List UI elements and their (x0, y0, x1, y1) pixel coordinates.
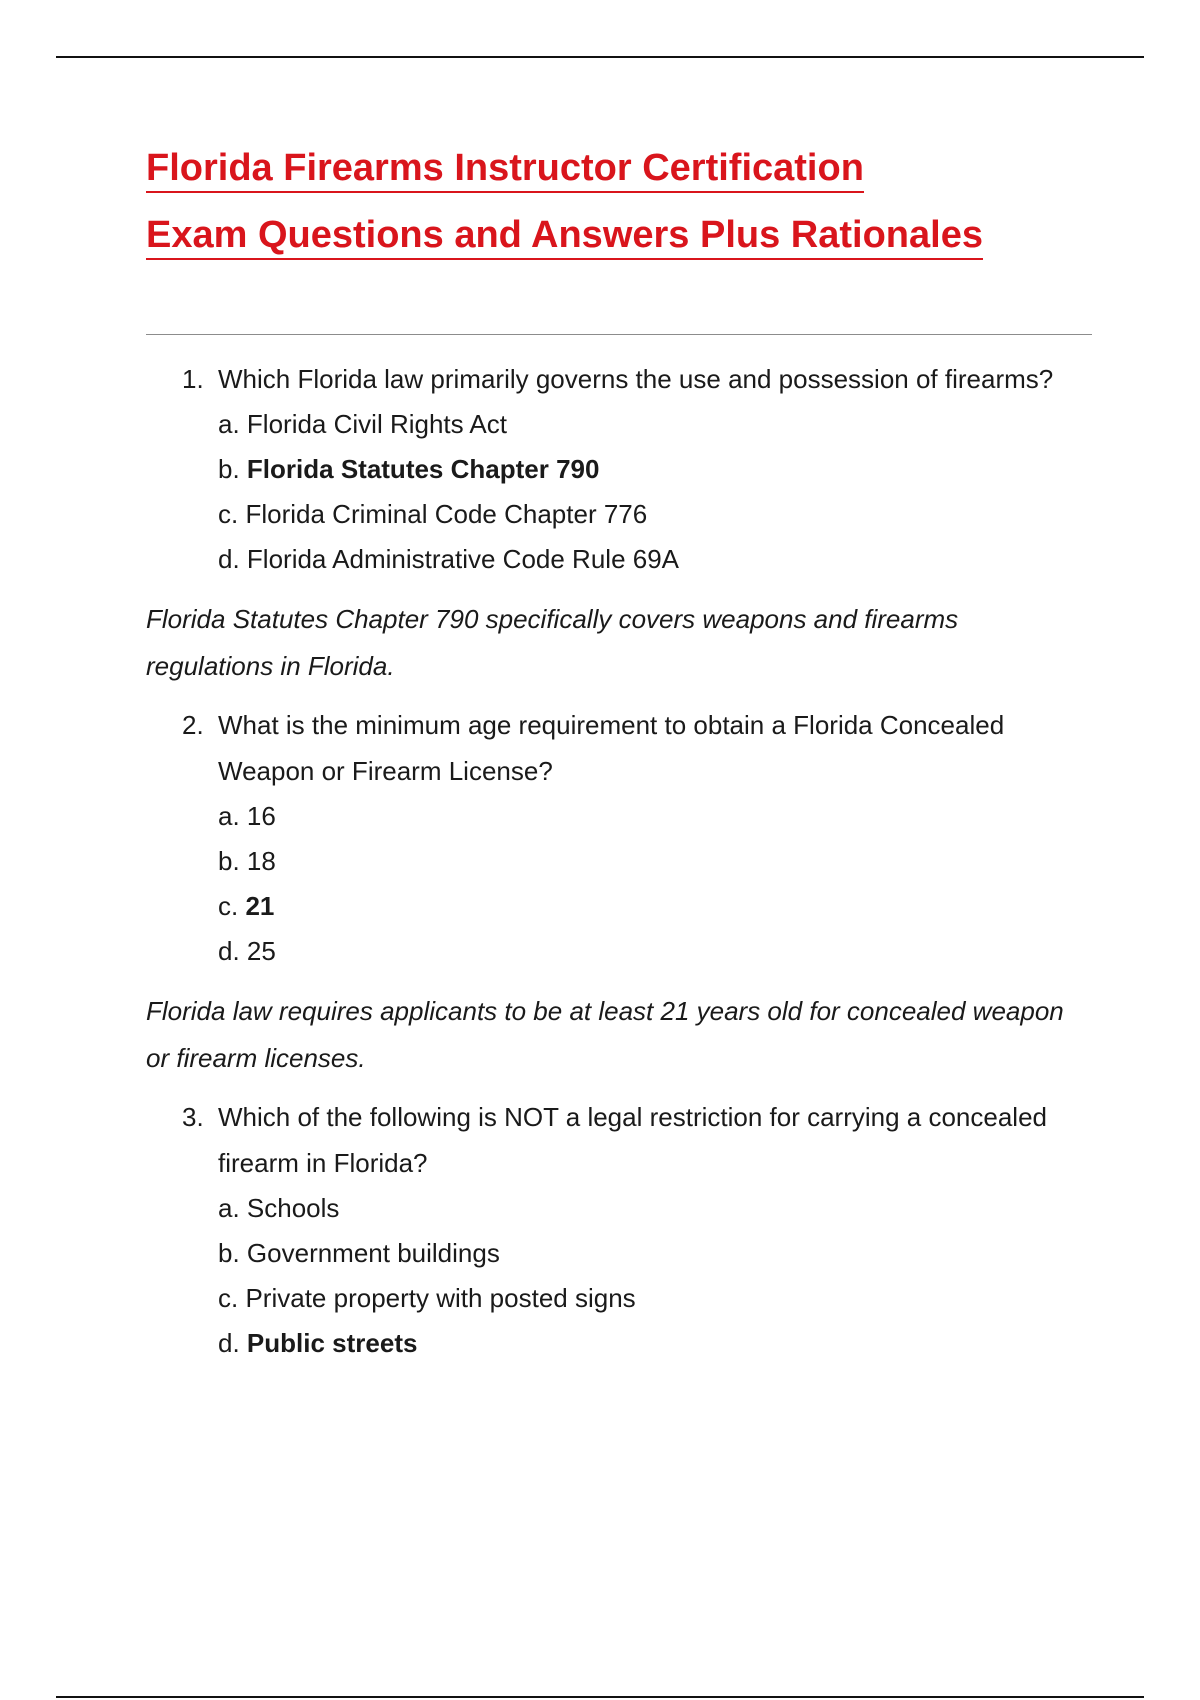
answer-option-a (218, 402, 1092, 447)
answer-option-d (218, 929, 1092, 974)
question-1 (146, 356, 1092, 582)
correct-answer-text: Florida Statutes Chapter 790 (246, 454, 600, 484)
title-separator (146, 334, 1092, 335)
answer-option-b (218, 1231, 1092, 1276)
answer-option-d (218, 537, 1092, 582)
question-3 (146, 1094, 1092, 1366)
option-text: Florida Administrative Code Rule 69A (246, 544, 680, 574)
option-letter: a. (218, 801, 240, 831)
option-letter: c. (218, 1283, 239, 1313)
option-text: Florida Civil Rights Act (246, 409, 507, 439)
option-letter: c. (218, 499, 239, 529)
question-text: Which of the following is NOT a legal restriction for carrying a concealed firearm in Florida? (218, 1102, 1048, 1178)
option-letter: d. (218, 544, 240, 574)
option-text: Private property with posted signs (245, 1283, 636, 1313)
question-number: 1. (182, 364, 204, 394)
answer-option-a (218, 794, 1092, 839)
rationale-1: Florida Statutes Chapter 790 specifically covers weapons and firearms regulations in Florida. (146, 604, 959, 681)
correct-answer-text: Public streets (246, 1328, 418, 1358)
page-top-rule (56, 56, 1144, 58)
document-title (146, 146, 1106, 260)
rationale-2: Florida law requires applicants to be at least 21 years old for concealed weapon or firearm licenses. (146, 996, 1064, 1073)
option-text: 25 (246, 936, 276, 966)
answer-option-c (218, 884, 1092, 929)
option-letter: d. (218, 1328, 240, 1358)
question-number: 2. (182, 710, 204, 740)
page-bottom-rule (56, 1696, 1144, 1698)
answer-option-c (218, 492, 1092, 537)
option-letter: b. (218, 846, 240, 876)
option-letter: c. (218, 891, 239, 921)
answer-option-b (218, 447, 1092, 492)
option-text: 16 (246, 801, 276, 831)
option-text: 18 (246, 846, 276, 876)
option-text: Schools (246, 1193, 340, 1223)
question-2 (146, 702, 1092, 974)
title-line-2: Exam Questions and Answers Plus Rationales (146, 213, 983, 260)
question-number: 3. (182, 1102, 204, 1132)
correct-answer-text: 21 (245, 891, 275, 921)
option-letter: b. (218, 1238, 240, 1268)
option-letter: a. (218, 409, 240, 439)
option-letter: d. (218, 936, 240, 966)
question-text: Which Florida law primarily governs the use and possession of firearms? (218, 364, 1054, 394)
question-list (146, 356, 1092, 1366)
title-line-1: Florida Firearms Instructor Certification (146, 146, 864, 193)
option-text: Government buildings (246, 1238, 500, 1268)
option-letter: a. (218, 1193, 240, 1223)
answer-option-a (218, 1186, 1092, 1231)
option-letter: b. (218, 454, 240, 484)
answer-option-b (218, 839, 1092, 884)
answer-option-c (218, 1276, 1092, 1321)
question-text: What is the minimum age requirement to obtain a Florida Concealed Weapon or Firearm License? (218, 710, 1005, 786)
answer-option-d (218, 1321, 1092, 1366)
option-text: Florida Criminal Code Chapter 776 (245, 499, 648, 529)
